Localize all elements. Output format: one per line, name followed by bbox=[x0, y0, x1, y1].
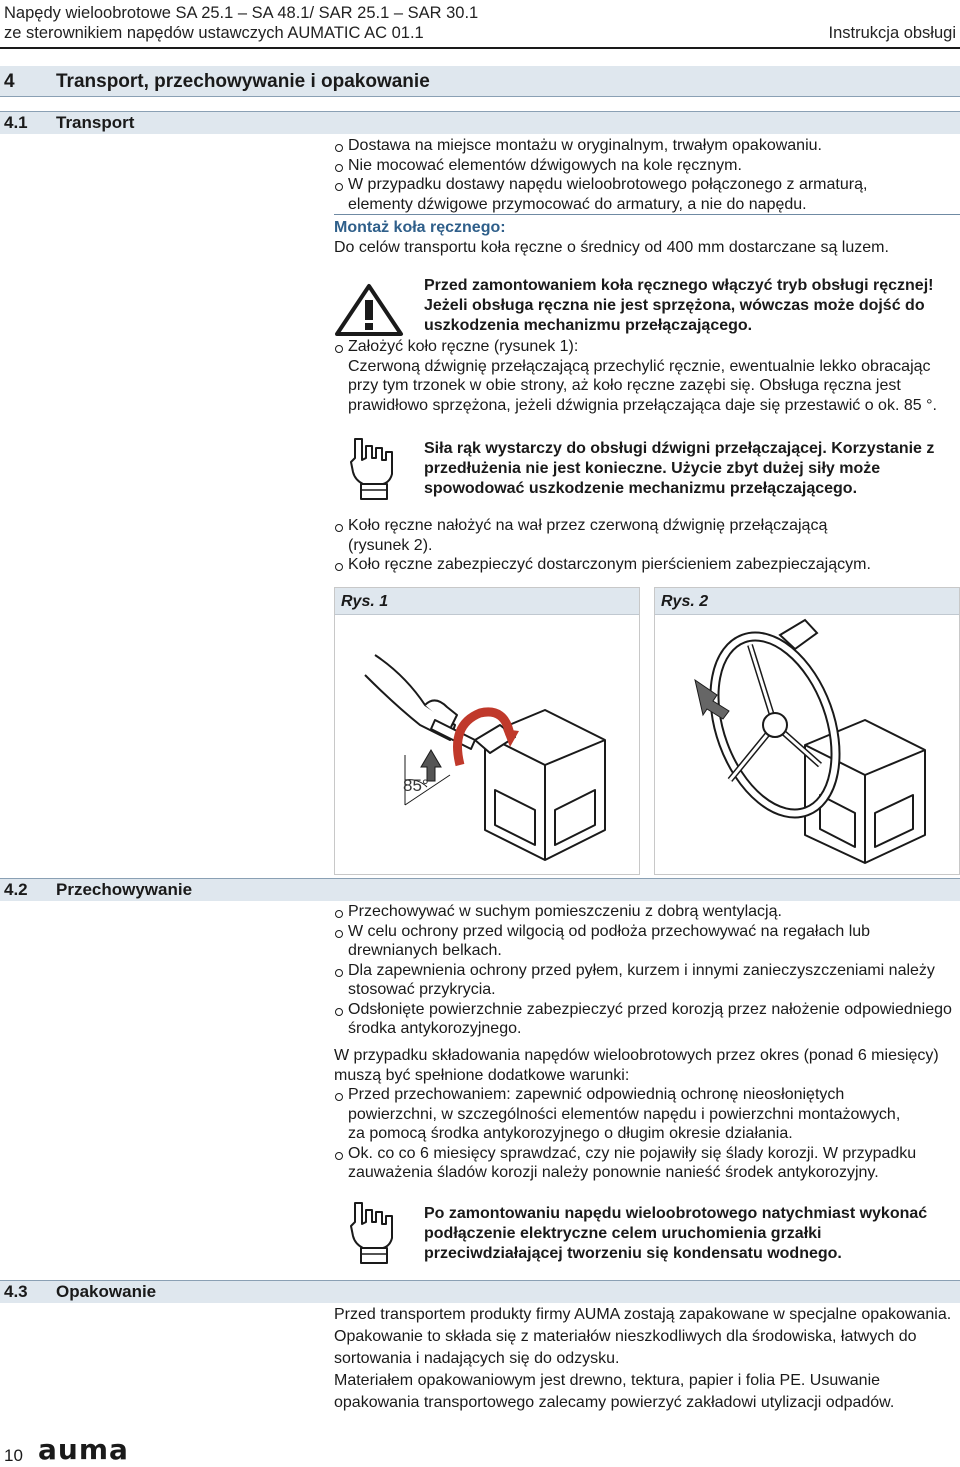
storage-long-term-intro: W przypadku składowania napędów wieloobrotowych przez okres (ponad 6 miesięcy) muszą być spełnione dodatkowe warunki: bbox=[334, 1047, 939, 1084]
list-item: Koło ręczne zabezpieczyć dostarczonym pierścieniem zabezpieczającym. bbox=[334, 555, 954, 575]
section-storage-heading bbox=[0, 878, 960, 901]
pointing-hand-icon bbox=[345, 1200, 397, 1266]
list-item: Koło ręczne nałożyć na wał przez czerwoną dźwignię przełączającą (rysunek 2). bbox=[334, 516, 888, 555]
pointing-hand-icon bbox=[345, 436, 397, 502]
storage-long-term-list bbox=[334, 1085, 958, 1183]
list-item: Przechowywać w suchym pomieszczeniu z dobrą wentylacją. bbox=[334, 902, 954, 922]
header-product-line: Napędy wieloobrotowe SA 25.1 – SA 48.1/ SAR 25.1 – SAR 30.1 bbox=[4, 4, 479, 22]
storage-bullet-list bbox=[334, 902, 954, 1039]
figure-2-caption-bar bbox=[655, 588, 959, 615]
list-item: Przed przechowaniem: zapewnić odpowiednią ochronę nieosłoniętych powierzchni, w szczególności elementów napędu i powierzchni montażowych, za pomocą środka antykorozyjnego o długim okresie działania. bbox=[334, 1085, 908, 1144]
section-title: Opakowanie bbox=[56, 1282, 157, 1301]
packaging-paragraph-1: Przed transportem produkty firmy AUMA zostają zapakowane w specjalne opakowania. Opakowanie to składa się z materiałów nieszkodliwych dla środowiska, łatwych do sortowania i nadających się do odzysku. bbox=[334, 1306, 952, 1367]
step1-title: Założyć koło ręczne (rysunek 1): bbox=[348, 338, 579, 355]
storage-note-text: Po zamontowaniu napędu wieloobrotowego natychmiast wykonać podłączenie elektryczne celem uruchomienia grzałki przeciwdziałającej tworzeniu się kondensatu wodnego. bbox=[424, 1205, 928, 1262]
section-title: Transport bbox=[56, 113, 135, 132]
section-number: 4.1 bbox=[4, 113, 28, 132]
chapter-number: 4 bbox=[4, 71, 15, 92]
header-controller-line: ze sterownikiem napędów ustawczych AUMATIC AC 01.1 bbox=[4, 24, 424, 42]
packaging-paragraph-2: Materiałem opakowaniowym jest drewno, tektura, papier i folia PE. Usuwanie opakowania transportowego zalecamy powierzyć zakładowi utylizacji odpadów. bbox=[334, 1372, 895, 1411]
list-item: Dla zapewnienia ochrony przed pyłem, kurzem i innymi zanieczyszczeniami należy stosować przykrycia. bbox=[334, 961, 954, 1000]
section-title: Przechowywanie bbox=[56, 880, 193, 899]
figure-1-caption: Rys. 1 bbox=[341, 593, 389, 610]
warning-text: Przed zamontowaniem koła ręcznego włączyć tryb obsługi ręcznej! Jeżeli obsługa ręczna nie jest sprzężona, wówczas może dojść do uszkodzenia mechanizmu przełączającego. bbox=[424, 277, 934, 334]
list-item: W przypadku dostawy napędu wieloobrotowego połączonego z armaturą, elementy dźwigowe przymocować do armatury, a nie do napędu. bbox=[334, 175, 908, 214]
figure-2-drawing bbox=[655, 615, 959, 873]
transport-note-text: Siła rąk wystarczy do obsługi dźwigni przełączającej. Korzystanie z przedłużenia nie jest konieczne. Użycie zbyt dużej siły może spowodować uszkodzenie mechanizmu przełączającego. bbox=[424, 440, 935, 497]
figure-1-caption-bar bbox=[335, 588, 639, 615]
figure-1-angle-label: 85° bbox=[403, 776, 429, 795]
list-item bbox=[334, 337, 954, 415]
list-item: Odsłonięte powierzchnie zabezpieczyć przed korozją przez nałożenie odpowiedniego środka antykorozyjnego. bbox=[334, 1000, 954, 1039]
section-number: 4.2 bbox=[4, 880, 28, 899]
list-item: Ok. co co 6 miesięcy sprawdzać, czy nie pojawiły się ślady korozji. W przypadku zauważenia śladów korozji należy ponownie nanieść środek antykorozyjny. bbox=[334, 1144, 958, 1183]
handwheel-heading: Montaż koła ręcznego: bbox=[334, 219, 506, 236]
figure-2-caption: Rys. 2 bbox=[661, 593, 709, 610]
list-item: Nie mocować elementów dźwigowych na kole ręcznym. bbox=[334, 156, 954, 176]
section-transport-heading bbox=[0, 111, 960, 134]
figure-1-drawing bbox=[335, 615, 639, 873]
list-item: W celu ochrony przed wilgocią od podłoża przechowywać na regałach lub drewnianych belkach. bbox=[334, 922, 954, 961]
transport-bullet-list-2 bbox=[334, 516, 954, 575]
figure-2 bbox=[654, 587, 960, 875]
chapter-title: Transport, przechowywanie i opakowanie bbox=[56, 71, 430, 92]
handwheel-divider bbox=[334, 214, 960, 215]
transport-bullet-list bbox=[334, 136, 954, 214]
section-packaging-heading bbox=[0, 1280, 960, 1303]
header-doc-type: Instrukcja obsługi bbox=[828, 24, 956, 42]
chapter-title-bar bbox=[0, 66, 960, 96]
header-rule bbox=[0, 47, 960, 49]
warning-triangle-icon bbox=[334, 283, 404, 337]
step1-text: Czerwoną dźwignię przełączającą przechylić ręcznie, ewentualnie lekko obracając przy tym trzonek w obie strony, aż koło ręczne zazębi się. Obsługa ręczna jest prawidłowo sprzężona, jeżeli dźwignia przełączająca daje się przestawić o ok. 85 °. bbox=[348, 357, 937, 414]
chapter-underline bbox=[0, 96, 960, 97]
section-number: 4.3 bbox=[4, 1282, 28, 1301]
list-item: Dostawa na miejsce montażu w oryginalnym, trwałym opakowaniu. bbox=[334, 136, 954, 156]
figure-1 bbox=[334, 587, 640, 875]
handwheel-text: Do celów transportu koła ręczne o średnicy od 400 mm dostarczane są luzem. bbox=[334, 239, 889, 256]
step1-list bbox=[334, 337, 954, 415]
auma-logo: auma bbox=[38, 1433, 129, 1466]
page-number: 10 bbox=[4, 1446, 23, 1465]
